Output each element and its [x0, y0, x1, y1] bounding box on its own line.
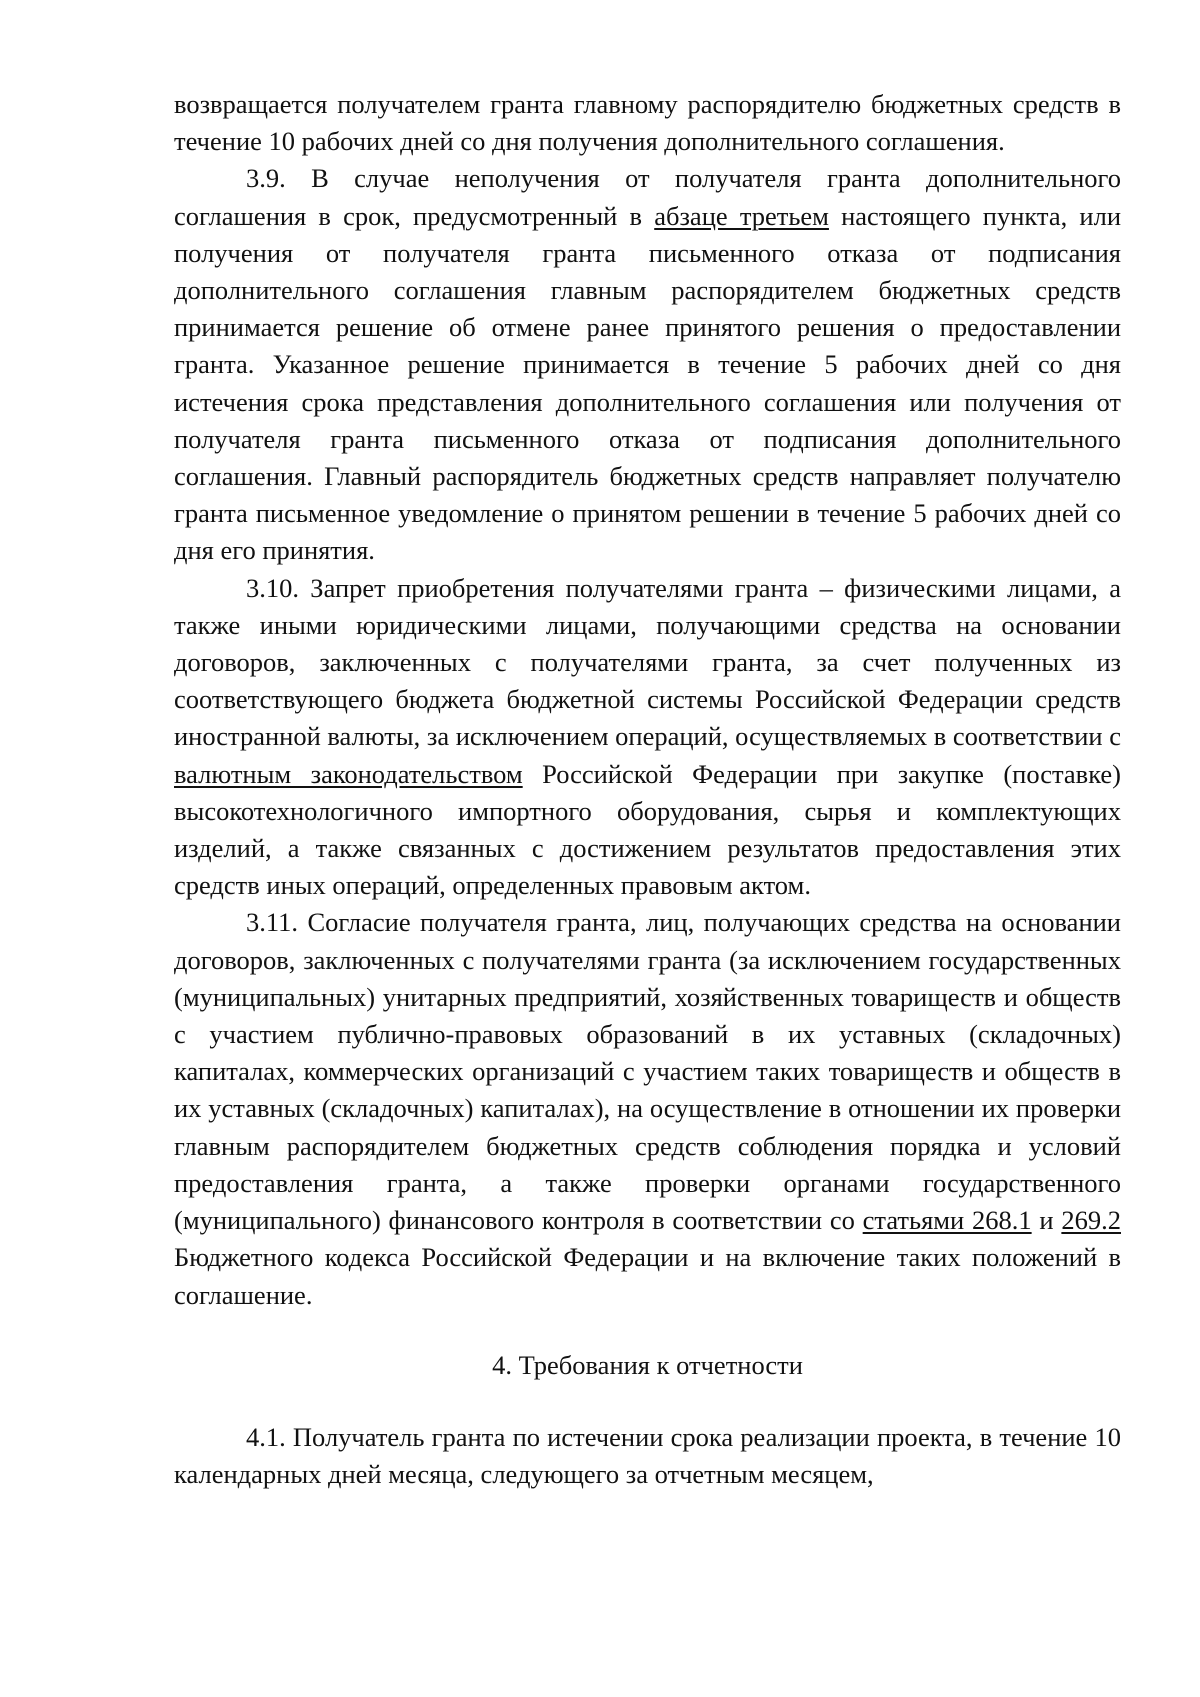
paragraph-3-10	[174, 570, 1121, 905]
paragraph-3-9	[174, 160, 1121, 569]
paragraph-text: возвращается получателем гранта главному распорядителю бюджетных средств в течение 10 рабочих дней со дня получения дополнительного соглашения.	[174, 89, 1121, 157]
paragraph-text: 4.1. Получатель гранта по истечении срока реализации проекта, в течение 10 календарных дней месяца, следующего за отчетным месяцем,	[174, 1421, 1121, 1490]
paragraph-text: Российской Федерации при закупке (поставке) высокотехнологичного импортного оборудования, сырья и комплектующих изделий, а также связанных с достижением результатов предоставления этих средств иных операций, определенных правовым актом.	[174, 758, 1121, 901]
paragraph-continuation	[174, 86, 1121, 160]
paragraph-text: Бюджетного кодекса Российской Федерации и на включение таких положений в соглашение.	[174, 1242, 1121, 1310]
paragraph-4-1	[174, 1419, 1121, 1493]
paragraph-text: 3.11. Согласие получателя гранта, лиц, получающих средства на основании договоров, заключенных с получателями гранта (за исключением государственных (муниципальных) унитарных предприятий, хозяйственных товариществ и обществ с участием публично-правовых образований в их уставных (складочных) капиталах, коммерческих организаций с участием таких товариществ и обществ в их уставных (складочных) капиталах), на осуществление в отношении их проверки главным распорядителем бюджетных средств соблюдения порядка и условий предоставления гранта, а также проверки органами государственного (муниципального) финансового контроля в соответствии со	[174, 907, 1121, 1236]
link-currency-legislation[interactable]: валютным законодательством	[174, 758, 523, 789]
section-heading: 4. Требования к отчетности	[492, 1349, 803, 1380]
paragraph-text: 3.9. В случае неполучения от получателя гранта дополнительного соглашения в срок, предусмотренный в	[174, 163, 1121, 231]
link-article-269-2[interactable]: 269.2	[1061, 1205, 1121, 1236]
link-article-268-1[interactable]: статьями 268.1	[862, 1205, 1032, 1236]
paragraph-3-11	[174, 904, 1121, 1313]
paragraph-text: 3.10. Запрет приобретения получателями гранта – физическими лицами, а также иными юридическими лицами, получающими средства на основании договоров, заключенных с получателями гранта, за счет полученных из соответствующего бюджета бюджетной системы Российской Федерации средств иностранной валюты, за исключением операций, осуществляемых в соответствии с	[174, 572, 1121, 752]
paragraph-text: и	[1031, 1205, 1062, 1236]
paragraph-text: настоящего пункта, или получения от получателя гранта письменного отказа от подписания дополнительного соглашения главным распорядителем бюджетных средств принимается решение об отмене ранее принятого решения о предоставлении гранта. Указанное решение принимается в течение 5 рабочих дней со дня истечения срока представления дополнительного соглашения или получения от получателя гранта письменного отказа от подписания дополнительного соглашения. Главный распорядитель бюджетных средств направляет получателю гранта письменное уведомление о принятом решении в течение 5 рабочих дней со дня его принятия.	[174, 200, 1121, 566]
link-paragraph-three[interactable]: абзаце третьем	[654, 200, 829, 231]
